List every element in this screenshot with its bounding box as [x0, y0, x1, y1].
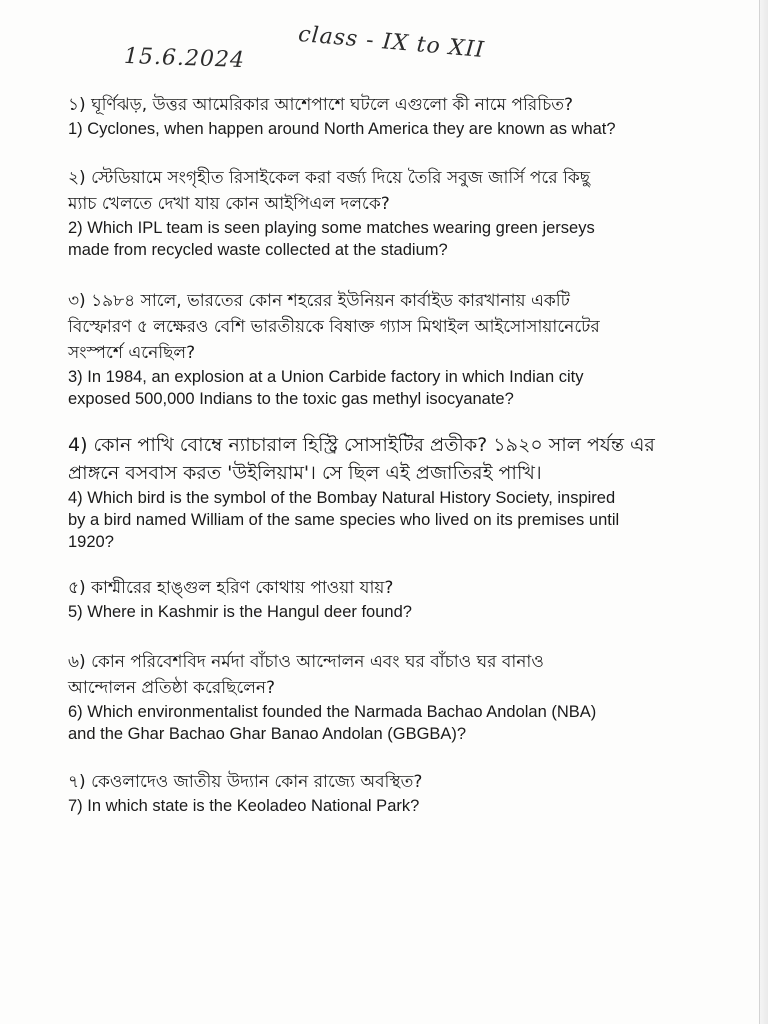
- question-3-english-line: 3) In 1984, an explosion at a Union Carbide factory in which Indian city: [68, 368, 584, 386]
- question-3-bengali-line: ৩) ১৯৮৪ সালে, ভারতের কোন শহরের ইউনিয়ন কার্বাইড কারখানায় একটি: [68, 291, 570, 311]
- question-4-bengali-line: প্রাঙ্গনে বসবাস করত 'উইলিয়াম'। সে ছিল এই প্রজাতিরই পাখি।: [68, 462, 542, 484]
- question-1: [68, 92, 708, 140]
- scan-edge-line: [759, 0, 760, 1024]
- question-2-english-line: made from recycled waste collected at the stadium?: [68, 241, 448, 259]
- question-3: [68, 288, 708, 410]
- question-6-bengali-line: ৬) কোন পরিবেশবিদ নর্মদা বাঁচাও আন্দোলন এবং ঘর বাঁচাও ঘর বানাও: [68, 652, 544, 672]
- question-5-english-line: 5) Where in Kashmir is the Hangul deer found?: [68, 603, 412, 621]
- question-4-english-line: by a bird named William of the same species who lived on its premises until: [68, 511, 620, 529]
- question-5-bengali-line: ৫) কাশ্মীরের হাঙ্গুল হরিণ কোথায় পাওয়া যায়?: [68, 578, 394, 598]
- question-6-english-line: and the Ghar Bachao Ghar Banao Andolan (GBGBA)?: [68, 725, 467, 743]
- question-4-english-line: 4) Which bird is the symbol of the Bombay Natural History Society, inspired: [68, 489, 616, 507]
- scan-border: [760, 0, 768, 1024]
- question-7: [68, 769, 708, 817]
- handwritten-class-note: class - IX to XII: [297, 21, 486, 64]
- question-2: [68, 165, 708, 261]
- question-2-english-line: 2) Which IPL team is seen playing some matches wearing green jerseys: [68, 219, 595, 237]
- question-6-english-line: 6) Which environmentalist founded the Narmada Bachao Andolan (NBA): [68, 703, 597, 721]
- handwritten-date: 15.6.2024: [123, 43, 246, 74]
- question-5: [68, 575, 708, 623]
- question-3-english-line: exposed 500,000 Indians to the toxic gas methyl isocyanate?: [68, 390, 514, 408]
- question-4: [68, 431, 708, 553]
- question-7-english-line: 7) In which state is the Keoladeo National Park?: [68, 797, 420, 815]
- question-7-bengali-line: ৭) কেওলাদেও জাতীয় উদ্যান কোন রাজ্যে অবস্থিত?: [68, 772, 423, 792]
- question-4-english-line: 1920?: [68, 533, 114, 551]
- question-6: [68, 649, 708, 745]
- question-3-bengali-line: সংস্পর্শে এনেছিল?: [68, 343, 196, 363]
- question-1-english-line: 1) Cyclones, when happen around North America they are known as what?: [68, 120, 616, 138]
- question-1-bengali-line: ১) ঘূর্ণিঝড়, উত্তর আমেরিকার আশেপাশে ঘটলে এগুলো কী নামে পরিচিত?: [68, 95, 574, 115]
- question-2-bengali-line: ম্যাচ খেলতে দেখা যায় কোন আইপিএল দলকে?: [68, 194, 390, 214]
- question-3-bengali-line: বিস্ফোরণ ৫ লক্ষেরও বেশি ভারতীয়কে বিষাক্ত গ্যাস মিথাইল আইসোসায়ানেটের: [68, 317, 600, 337]
- question-4-bengali-line: 4) কোন পাখি বোম্বে ন্যাচারাল হিস্ট্রি সোসাইটির প্রতীক? ১৯২০ সাল পর্যন্ত এর: [68, 434, 655, 456]
- question-6-bengali-line: আন্দোলন প্রতিষ্ঠা করেছিলেন?: [68, 678, 276, 698]
- question-2-bengali-line: ২) স্টেডিয়ামে সংগৃহীত রিসাইকেল করা বর্জ্য দিয়ে তৈরি সবুজ জার্সি পরে কিছু: [68, 168, 591, 188]
